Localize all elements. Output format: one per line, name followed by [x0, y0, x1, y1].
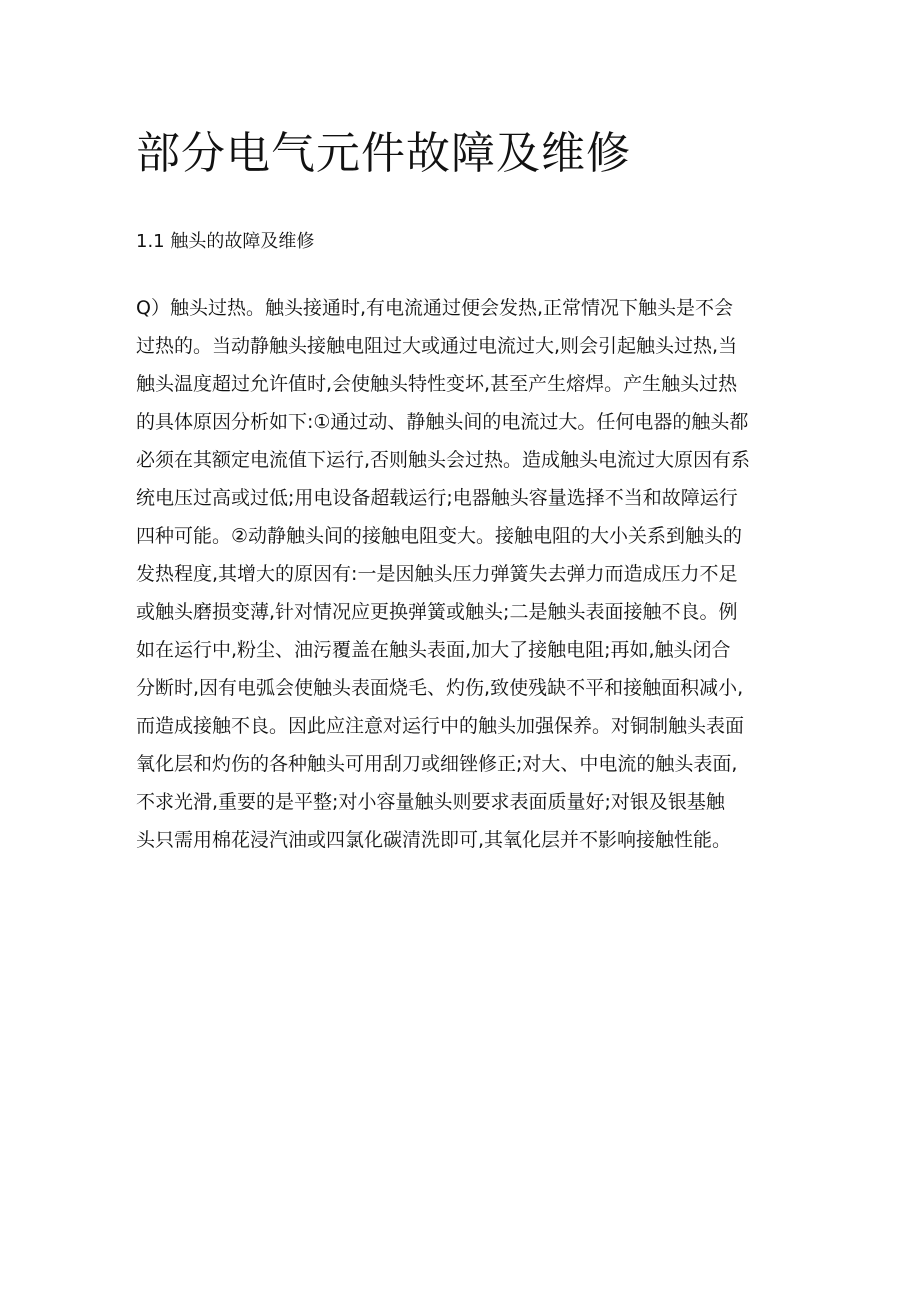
paragraph-line: 四种可能。②动静触头间的接触电阻变大。接触电阻的大小关系到触头的	[136, 525, 743, 547]
paragraph-line: 必须在其额定电流值下运行,否则触头会过热。造成触头电流过大原因有系	[136, 449, 751, 471]
page-title: 部分电气元件故障及维修	[136, 128, 631, 179]
paragraph-line: 不求光滑,重要的是平整;对小容量触头则要求表面质量好;对银及银基触	[136, 791, 725, 813]
paragraph-line: 氧化层和灼伤的各种触头可用刮刀或细锉修正;对大、中电流的触头表面,	[136, 753, 738, 775]
body-paragraph	[136, 289, 796, 859]
paragraph-line: 如在运行中,粉尘、油污覆盖在触头表面,加大了接触电阻;再如,触头闭合	[136, 639, 731, 661]
paragraph-line: 分断时,因有电弧会使触头表面烧毛、灼伤,致使残缺不平和接触面积减小,	[136, 677, 744, 699]
section-heading: 1.1 触头的故障及维修	[136, 231, 315, 252]
paragraph-line: 而造成接触不良。因此应注意对运行中的触头加强保养。对铜制触头表面	[136, 715, 745, 737]
paragraph-line: 统电压过高或过低;用电设备超载运行;电器触头容量选择不当和故障运行	[136, 487, 738, 509]
paragraph-line: 发热程度,其增大的原因有:一是因触头压力弹簧失去弹力而造成压力不足	[136, 563, 738, 585]
paragraph-line: 过热的。当动静触头接触电阻过大或通过电流过大,则会引起触头过热,当	[136, 335, 738, 357]
paragraph-line: 的具体原因分析如下:①通过动、静触头间的电流过大。任何电器的触头都	[136, 411, 749, 433]
paragraph-line: 或触头磨损变薄,针对情况应更换弹簧或触头;二是触头表面接触不良。例	[136, 601, 738, 623]
paragraph-line: Q）触头过热。触头接通时,有电流通过便会发热,正常情况下触头是不会	[136, 297, 734, 319]
paragraph-line: 触头温度超过允许值时,会使触头特性变坏,甚至产生熔焊。产生触头过热	[136, 373, 738, 395]
paragraph-line: 头只需用棉花浸汽油或四氯化碳清洗即可,其氧化层并不影响接触性能。	[136, 829, 732, 851]
